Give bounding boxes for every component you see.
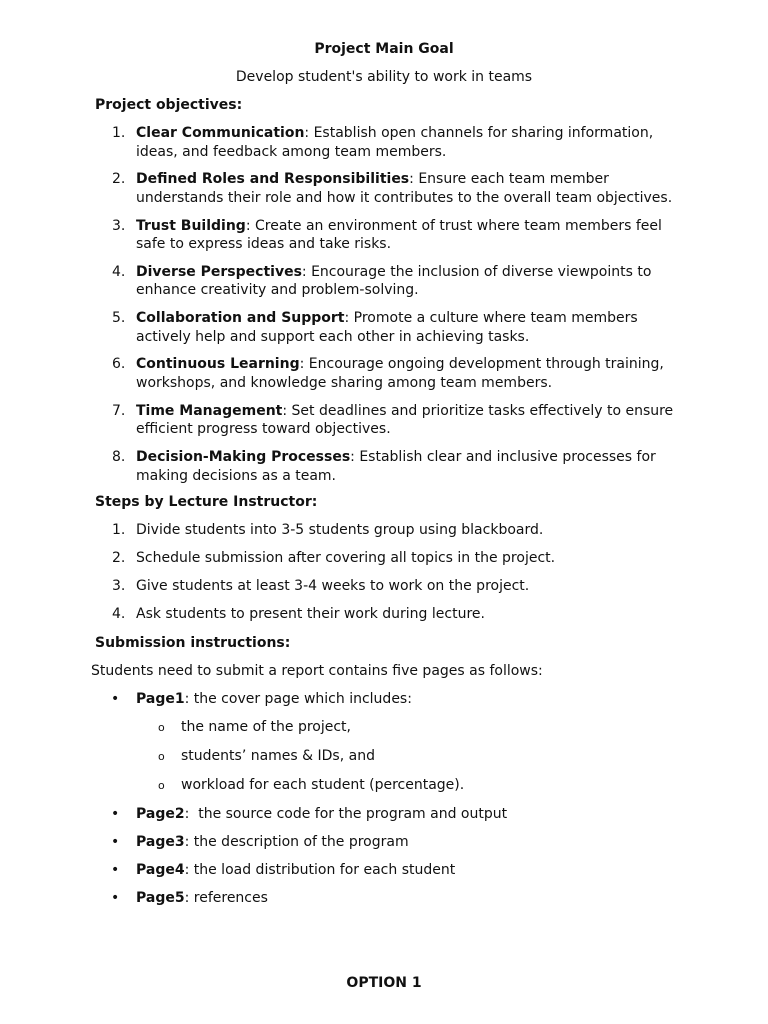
list-item (0, 448, 676, 485)
sub-list-item (136, 718, 768, 737)
sub-item-text: workload for each student (percentage). (181, 777, 465, 793)
list-item (0, 124, 676, 161)
list-item (0, 355, 676, 392)
objectives-heading: Project objectives: (95, 97, 243, 113)
list-item (0, 805, 768, 824)
step-text: Schedule submission after covering all topics in the project. (136, 550, 556, 566)
pages-list (0, 690, 768, 917)
bullet-icon: • (111, 890, 120, 906)
page-text: : the cover page which includes: (184, 691, 412, 707)
page-term: Page2 (136, 806, 185, 822)
bullet-icon: • (111, 691, 120, 707)
list-item (0, 889, 768, 908)
objective-text: : Establish open channels for sharing information, ideas, and feedback among team members. (136, 125, 654, 160)
option-heading: OPTION 1 (346, 975, 422, 991)
objectives-list (0, 124, 768, 494)
cover-page-sublist (136, 718, 768, 795)
list-item (0, 263, 676, 300)
objective-term: Continuous Learning (136, 356, 300, 373)
list-item (0, 861, 768, 880)
step-text: Ask students to present their work during lecture. (136, 606, 485, 622)
objective-text: : Set deadlines and prioritize tasks effectively to ensure efficient progress toward objectives. (136, 402, 674, 438)
list-number: 6. (112, 356, 126, 373)
objective-text: : Encourage ongoing development through training, workshops, and knowledge sharing among team members. (136, 356, 664, 391)
objective-term: Clear Communication (136, 125, 305, 141)
objective-term: Decision-Making Processes (136, 449, 351, 466)
objective-term: Defined Roles and Responsibilities (136, 171, 410, 188)
submission-intro: Students need to submit a report contains five pages as follows: (91, 663, 543, 679)
page-text: : references (184, 890, 268, 906)
objective-term: Time Management (136, 402, 283, 419)
page-title: Project Main Goal (314, 41, 454, 57)
bullet-icon: • (111, 806, 120, 822)
list-number: 2. (112, 550, 126, 566)
objective-text: : Promote a culture where team members actively help and support each other in achieving tasks. (136, 310, 638, 345)
list-number: 1. (112, 125, 126, 141)
steps-heading: Steps by Lecture Instructor: (95, 494, 318, 510)
sub-item-text: students’ names & IDs, and (181, 748, 375, 764)
list-number: 3. (112, 217, 126, 234)
list-item (0, 309, 676, 346)
list-number: 4. (112, 263, 126, 280)
circle-bullet-icon: o (158, 750, 165, 763)
list-item (0, 170, 676, 207)
list-number: 1. (112, 522, 126, 538)
sub-list-item (136, 747, 768, 766)
list-item (0, 690, 768, 795)
bullet-icon: • (111, 862, 120, 878)
list-number: 8. (112, 449, 126, 466)
bullet-icon: • (111, 834, 120, 850)
list-item (0, 521, 676, 540)
steps-list (0, 521, 768, 633)
circle-bullet-icon: o (158, 721, 165, 734)
list-number: 7. (112, 402, 126, 419)
page-subtitle: Develop student's ability to work in teams (235, 69, 533, 85)
list-item (0, 402, 676, 439)
objective-text: : Establish clear and inclusive processes for making decisions as a team. (136, 449, 656, 484)
page-term: Page3 (136, 834, 185, 850)
list-item (0, 549, 676, 568)
list-item (0, 577, 676, 596)
list-number: 2. (112, 171, 126, 188)
objective-text: : Encourage the inclusion of diverse viewpoints to enhance creativity and problem-solving. (136, 263, 652, 299)
page-term: Page4 (136, 862, 185, 878)
objective-text: : Ensure each team member understands their role and how it contributes to the overall team objectives. (136, 171, 673, 206)
step-text: Divide students into 3-5 students group using blackboard. (136, 522, 544, 538)
page-term: Page1 (136, 691, 185, 707)
submission-heading: Submission instructions: (95, 635, 291, 651)
list-item (0, 217, 676, 254)
circle-bullet-icon: o (158, 779, 165, 792)
objective-term: Collaboration and Support (136, 310, 345, 327)
step-text: Give students at least 3-4 weeks to work on the project. (136, 578, 530, 594)
objective-term: Diverse Perspectives (136, 263, 302, 280)
list-number: 4. (112, 606, 126, 622)
objective-term: Trust Building (136, 217, 246, 234)
list-item (0, 833, 768, 852)
list-number: 3. (112, 578, 126, 594)
list-item (0, 605, 676, 624)
objective-text: : Create an environment of trust where team members feel safe to express ideas and take risks. (136, 217, 662, 253)
page-text: : the description of the program (184, 834, 409, 850)
page-text: : the load distribution for each student (184, 862, 456, 878)
sub-item-text: the name of the project, (181, 719, 351, 735)
sub-list-item (136, 776, 768, 795)
page-text: : the source code for the program and output (184, 806, 508, 822)
list-number: 5. (112, 310, 126, 327)
page-term: Page5 (136, 890, 185, 906)
